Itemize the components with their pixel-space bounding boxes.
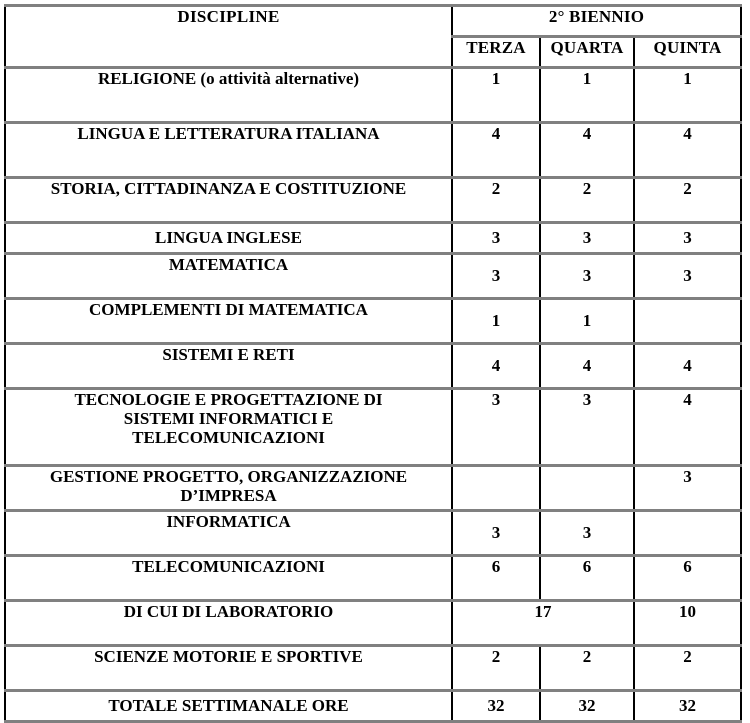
hours-quinta-gestione-progetto: 3 — [634, 466, 741, 511]
hours-quinta-italiano: 4 — [634, 123, 741, 178]
table-row — [5, 466, 741, 511]
column-header-quarta: QUARTA — [540, 37, 634, 68]
column-header-group-biennio: 2° BIENNIO — [452, 6, 741, 37]
table-header — [5, 6, 741, 68]
hours-terza-gestione-progetto — [452, 466, 540, 511]
hours-terza-italiano: 4 — [452, 123, 540, 178]
hours-quarta-sistemi-reti: 4 — [540, 344, 634, 389]
discipline-name-tpsit-line3: TELECOMUNICAZIONI — [132, 428, 325, 448]
discipline-name-tpsit-line1: TECNOLOGIE E PROGETTAZIONE DI — [74, 390, 383, 409]
hours-quarta-matematica: 3 — [540, 254, 634, 299]
column-header-terza: TERZA — [452, 37, 540, 68]
discipline-name-di-cui-laboratorio: DI CUI DI LABORATORIO — [5, 601, 452, 646]
table-row — [5, 389, 741, 466]
hours-terza-storia: 2 — [452, 178, 540, 223]
hours-quinta-sistemi-reti: 4 — [634, 344, 741, 389]
table-row — [5, 68, 741, 123]
hours-quarta-totale: 32 — [540, 691, 634, 722]
hours-terza-complementi-matematica: 1 — [452, 299, 540, 344]
hours-terza-scienze-motorie: 2 — [452, 646, 540, 691]
hours-quinta-complementi-matematica — [634, 299, 741, 344]
discipline-name-storia: STORIA, CITTADINANZA E COSTITUZIONE — [5, 178, 452, 223]
table-row — [5, 556, 741, 601]
table-row — [5, 123, 741, 178]
quadro-orario-container — [0, 4, 750, 716]
discipline-name-inglese: LINGUA INGLESE — [5, 223, 452, 254]
hours-quarta-religione: 1 — [540, 68, 634, 123]
hours-quinta-tpsit: 4 — [634, 389, 741, 466]
table-row — [5, 299, 741, 344]
discipline-name-tpsit — [5, 389, 452, 466]
hours-terza-totale: 32 — [452, 691, 540, 722]
hours-quarta-gestione-progetto — [540, 466, 634, 511]
hours-terza-religione: 1 — [452, 68, 540, 123]
hours-quarta-italiano: 4 — [540, 123, 634, 178]
hours-terza-inglese: 3 — [452, 223, 540, 254]
hours-terza-informatica: 3 — [452, 511, 540, 556]
hours-quinta-totale: 32 — [634, 691, 741, 722]
header-row-group — [5, 6, 741, 37]
discipline-name-italiano: LINGUA E LETTERATURA ITALIANA — [5, 123, 452, 178]
discipline-name-telecomunicazioni: TELECOMUNICAZIONI — [5, 556, 452, 601]
hours-merged-di-cui-laboratorio: 17 — [452, 601, 634, 646]
hours-quinta-telecomunicazioni: 6 — [634, 556, 741, 601]
column-header-discipline: DISCIPLINE — [5, 6, 452, 68]
table-row — [5, 254, 741, 299]
quadro-orario-table — [4, 4, 742, 723]
hours-quarta-inglese: 3 — [540, 223, 634, 254]
table-row — [5, 646, 741, 691]
discipline-name-gestione-progetto-line2: D’IMPRESA — [180, 486, 277, 506]
hours-quarta-storia: 2 — [540, 178, 634, 223]
hours-quinta-storia: 2 — [634, 178, 741, 223]
table-row — [5, 178, 741, 223]
discipline-name-religione: RELIGIONE (o attività alternative) — [5, 68, 452, 123]
discipline-name-gestione-progetto-line1: GESTIONE PROGETTO, ORGANIZZAZIONE — [49, 467, 408, 486]
discipline-name-sistemi-reti: SISTEMI E RETI — [5, 344, 452, 389]
hours-quinta-informatica — [634, 511, 741, 556]
table-row-total — [5, 691, 741, 722]
table-row — [5, 344, 741, 389]
hours-quarta-tpsit: 3 — [540, 389, 634, 466]
hours-quarta-informatica: 3 — [540, 511, 634, 556]
hours-terza-matematica: 3 — [452, 254, 540, 299]
hours-quinta-matematica: 3 — [634, 254, 741, 299]
table-row — [5, 601, 741, 646]
discipline-name-matematica: MATEMATICA — [5, 254, 452, 299]
hours-quinta-scienze-motorie: 2 — [634, 646, 741, 691]
column-header-quinta: QUINTA — [634, 37, 741, 68]
table-body — [5, 68, 741, 722]
discipline-name-complementi-matematica: COMPLEMENTI DI MATEMATICA — [5, 299, 452, 344]
discipline-name-scienze-motorie: SCIENZE MOTORIE E SPORTIVE — [5, 646, 452, 691]
discipline-name-informatica: INFORMATICA — [5, 511, 452, 556]
hours-quarta-telecomunicazioni: 6 — [540, 556, 634, 601]
discipline-name-gestione-progetto — [5, 466, 452, 511]
hours-quarta-scienze-motorie: 2 — [540, 646, 634, 691]
hours-quarta-complementi-matematica: 1 — [540, 299, 634, 344]
discipline-name-tpsit-line2: SISTEMI INFORMATICI E — [123, 409, 334, 429]
table-row — [5, 511, 741, 556]
discipline-name-totale-settimanale: TOTALE SETTIMANALE ORE — [5, 691, 452, 722]
table-row — [5, 223, 741, 254]
hours-terza-tpsit: 3 — [452, 389, 540, 466]
hours-terza-sistemi-reti: 4 — [452, 344, 540, 389]
hours-quinta-di-cui-laboratorio: 10 — [634, 601, 741, 646]
hours-quinta-inglese: 3 — [634, 223, 741, 254]
hours-quinta-religione: 1 — [634, 68, 741, 123]
hours-terza-telecomunicazioni: 6 — [452, 556, 540, 601]
